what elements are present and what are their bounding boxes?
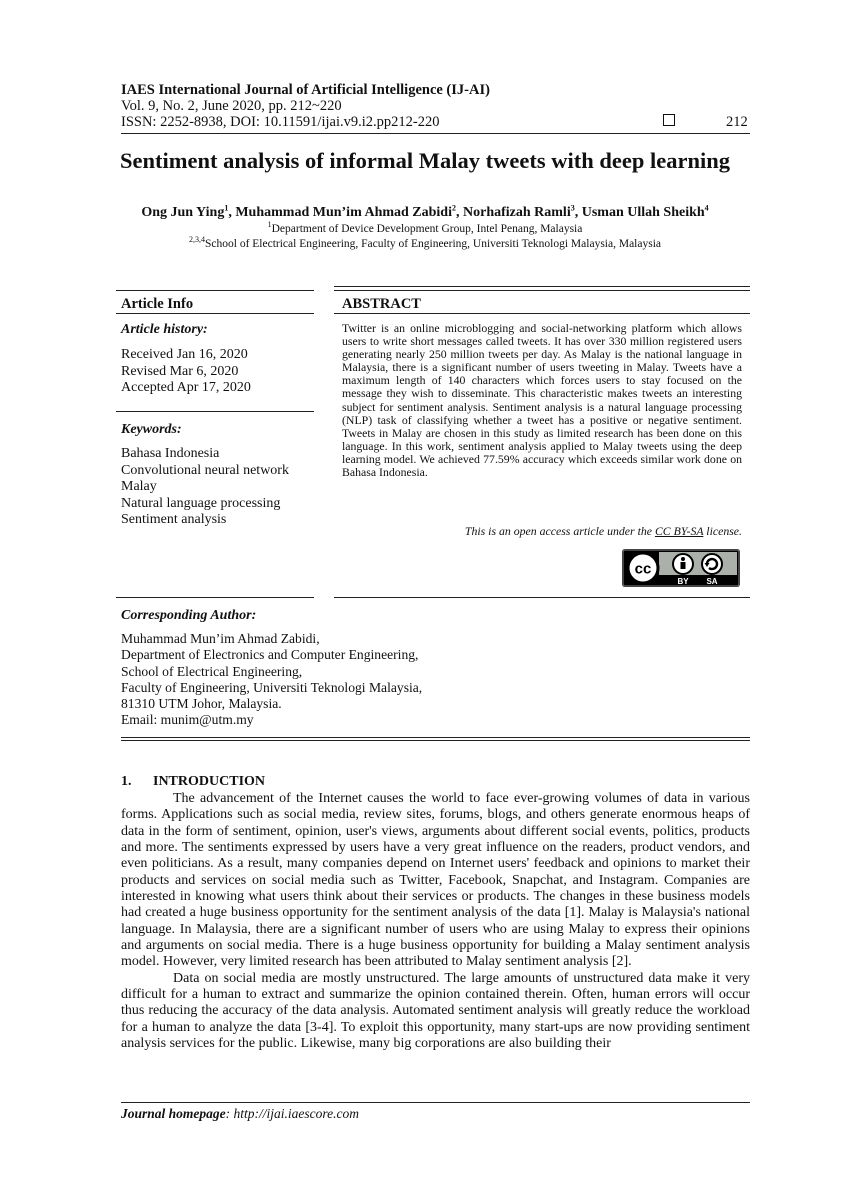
body-paragraph: Data on social media are mostly unstructured. The large amounts of unstructured data make it very difficult for a human to extract and summarize the opinion contained therein. Often, human errors will occur thus reducing the accuracy of the data analysis. Automated sentiment analysis will greatly reduce the workload for a human to analyze the data [3-4]. To exploit this opportunity, many start-ups are now providing sentiment analysis services for the public. Likewise, many big corporations are also building their — [121, 970, 750, 1052]
keyword: Bahasa Indonesia — [121, 446, 220, 461]
keywords-heading: Keywords: — [121, 422, 182, 437]
footer-url[interactable]: : http://ijai.iaescore.com — [225, 1106, 359, 1121]
person-icon — [681, 557, 685, 561]
author-sup: 4 — [704, 203, 709, 213]
corresponding-line: Department of Electronics and Computer Engineering, — [121, 647, 419, 663]
abstract-bottom-rule — [334, 597, 750, 598]
cc-text: cc — [634, 560, 652, 578]
license-suffix: license. — [703, 524, 742, 538]
affiliation-sup: 1 — [267, 220, 272, 230]
author-sup: 2 — [452, 203, 456, 213]
author-sup: 1 — [224, 203, 229, 213]
journal-homepage — [121, 1106, 359, 1122]
introduction-heading — [121, 774, 265, 790]
abstract-text: Twitter is an online microblogging and social-networking platform which allows users to write short messages called tweets. It has over 330 million registered users generating nearly 250 million tweets per day. As Malay is the national language in Malaysia, there is a significant number of users tweeting in Malay. Tweets have a maximum length of 140 characters which forces users to stay focused on the message they wish to disseminate. This characteristic makes tweets an interesting subject for sentiment analysis. Sentiment analysis is a natural language processing (NLP) task of classifying whether a tweet has a positive or negative sentiment. Tweets in Malay are chosen in this study as limited research has been done on this language. In this work, sentiment analysis applied to Malay tweets using the deep learning model. We achieved 77.59% accuracy which exceeds similar work done on Bahasa Indonesia. — [342, 321, 742, 480]
corresponding-email[interactable]: Email: munim@utm.my — [121, 712, 254, 728]
license-line — [342, 524, 742, 538]
square-icon — [663, 114, 675, 126]
info-rule — [116, 313, 314, 314]
sa-label: SA — [706, 577, 718, 586]
affiliation-text: Department of Device Development Group, Intel Penang, Malaysia — [271, 223, 583, 235]
affiliation — [0, 222, 850, 236]
body-paragraph: The advancement of the Internet causes the world to face ever-growing volumes of data in various forms. Applications such as social media, review sites, forums, blogs, and others generate enormous heaps of data in the form of sentiment, opinion, user's views, arguments about different social events, politics, products and more. The sentiments expressed by users have a very great influence on the readers, product vendors, and even politicians. As a result, many companies depend on Internet users' feedback and opinions to market their products and services on social media such as Twitter, Facebook, Snapchat, and Instagram. Companies are interested in knowing what users think about their services or products. The changes in these business models had created a huge business opportunity for the sentiment analysis of the data [1]. Malay is Malaysia's national language. In Malaysia, there are a significant number of users who are using Malay to express their opinions and arguments on social media. There is a huge business opportunity for building a Malay sentiment analysis model. However, very limited research has been attributed to Malay sentiment analysis [2]. — [121, 791, 750, 970]
corresponding-heading: Corresponding Author: — [121, 608, 257, 623]
keyword: Convolutional neural network — [121, 462, 289, 478]
author-name: Ong Jun Ying — [141, 205, 225, 220]
author-name: Norhafizah Ramli — [463, 205, 571, 220]
history-item: Revised Mar 6, 2020 — [121, 363, 239, 379]
affiliation-text: School of Electrical Engineering, Faculty of Engineering, Universiti Teknologi Malaysia, Malaysia — [205, 238, 661, 250]
corresponding-line: School of Electrical Engineering, — [121, 663, 303, 679]
author-sup: 3 — [570, 203, 575, 213]
abstract-top-rule — [334, 286, 750, 287]
page-number: 212 — [726, 114, 748, 130]
footer-label: Journal homepage — [121, 1106, 226, 1121]
abstract-rule — [334, 313, 750, 314]
keyword: Sentiment analysis — [121, 512, 227, 527]
keyword: Malay — [121, 479, 157, 494]
journal-name: IAES International Journal of Artificial Intelligence (IJ-AI) — [121, 82, 490, 98]
info-top-rule — [116, 290, 314, 291]
section-rule — [121, 737, 750, 738]
corresponding-line: 81310 UTM Johor, Malaysia. — [121, 696, 282, 712]
journal-volume: Vol. 9, No. 2, June 2020, pp. 212~220 — [121, 98, 342, 114]
author-name: Usman Ullah Sheikh — [581, 205, 705, 220]
affiliation-sup: 2,3,4 — [189, 235, 205, 245]
article-history-list — [121, 347, 251, 397]
header-rule — [121, 133, 750, 134]
history-item: Accepted Apr 17, 2020 — [121, 380, 251, 395]
section-title: INTRODUCTION — [153, 774, 266, 789]
affiliation — [0, 237, 850, 251]
info-divider — [116, 411, 314, 412]
corresponding-line: Faculty of Engineering, Universiti Teknologi Malaysia, — [121, 679, 423, 695]
cc-license-icon — [622, 549, 740, 587]
info-bottom-rule — [116, 597, 314, 598]
license-link[interactable]: CC BY-SA — [654, 524, 704, 538]
history-item: Received Jan 16, 2020 — [121, 347, 248, 362]
section-rule — [121, 740, 750, 741]
by-label: BY — [677, 577, 689, 586]
article-info-heading: Article Info — [121, 296, 194, 312]
section-number: 1. — [121, 774, 132, 789]
keyword: Natural language processing — [121, 495, 281, 511]
cc-by-sa-badge[interactable] — [622, 549, 740, 587]
author-list: Ong Jun Ying$^1$, Muhammad Mun’im Ahmad Zabidi$^2$, Norhafizah Ramli$^3$, Usman Ullah Sheikh$^4$ — [141, 203, 709, 220]
introduction-body — [121, 791, 750, 1053]
keywords-list — [121, 446, 289, 529]
corresponding-line: Muhammad Mun’im Ahmad Zabidi, — [121, 631, 320, 646]
paper-title: Sentiment analysis of informal Malay tweets with deep learning — [120, 148, 730, 173]
article-history-heading: Article history: — [121, 322, 208, 337]
abstract-heading: ABSTRACT — [342, 296, 421, 312]
footer-rule — [121, 1102, 750, 1103]
corresponding-details — [121, 631, 422, 729]
author-name: Muhammad Mun’im Ahmad Zabidi — [235, 205, 452, 220]
abstract-top-rule — [334, 290, 750, 291]
license-prefix: This is an open access article under the — [464, 524, 655, 538]
journal-issn: ISSN: 2252-8938, DOI: 10.11591/ijai.v9.i2.pp212-220 — [121, 114, 440, 130]
